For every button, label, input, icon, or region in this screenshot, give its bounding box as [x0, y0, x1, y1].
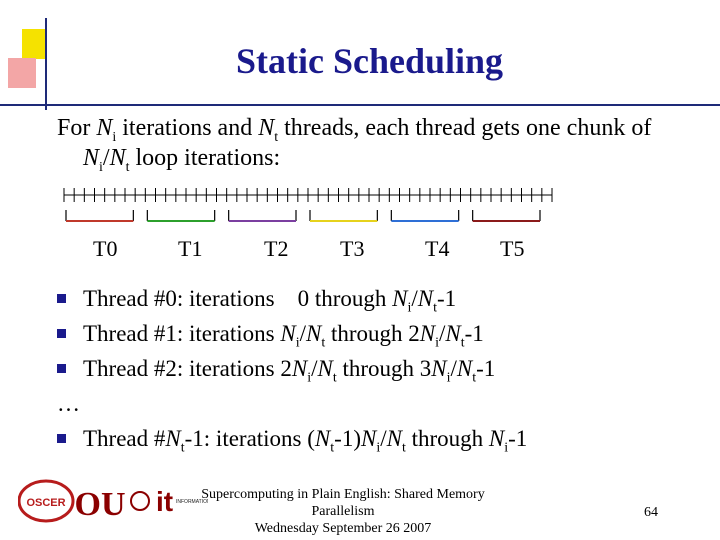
- ou-logo: [75, 486, 126, 523]
- bullet-square-icon: [57, 364, 66, 373]
- list-item: Thread #2: iterations $2N_i/N_t$ through $3N_i/N_t-1$: [57, 351, 80, 386]
- thread-label: T4: [425, 236, 450, 261]
- svg-text:INFORMATION TECHNOLOGY: INFORMATION: [176, 499, 208, 505]
- bullet-square-icon: [57, 434, 66, 443]
- svg-text:OU: OU: [74, 486, 126, 523]
- corner-decoration: [0, 0, 80, 110]
- ellipsis-line: …: [57, 391, 80, 416]
- vertical-rule: [45, 18, 47, 110]
- red-square: [8, 58, 36, 88]
- list-item: Thread #1: iterations $N_i/N_t$ through $2N_i/N_t-1$: [57, 316, 80, 351]
- page-number: 64: [644, 505, 658, 520]
- slide-title: Static Scheduling: [236, 41, 504, 81]
- footer: [170, 486, 516, 537]
- bullet-square-icon: [57, 329, 66, 338]
- intro-text: For $N_i$ iterations and $N_t$ threads, each thread gets one chunk of $N_i/N_t$ loop iterations:: [57, 115, 652, 175]
- thread-label: T5: [500, 236, 525, 261]
- oscer-logo: [19, 481, 73, 521]
- title-underline: [0, 104, 720, 106]
- thread-label: T1: [178, 236, 203, 261]
- list-item: Thread $\#N_t-1$: iterations $(N_t-1)N_i/N_t$ through $N_i-1$: [57, 421, 80, 456]
- thread-label: T2: [264, 236, 289, 261]
- bullet-list: [57, 281, 528, 456]
- iteration-diagram: [0, 186, 720, 236]
- thread-label: T3: [340, 236, 365, 261]
- footer-line2: Wednesday September 26 2007: [254, 521, 432, 536]
- footer-line1: Supercomputing in Plain English: Shared Memory Parallelism: [201, 487, 485, 519]
- bullet-square-icon: [57, 294, 66, 303]
- thread-label: T0: [93, 236, 118, 261]
- yellow-square: [22, 29, 46, 59]
- svg-text:OSCER: OSCER: [26, 497, 66, 509]
- svg-text:it: it: [156, 486, 174, 517]
- list-item: Thread #0: iterations 0 through $N_i/N_t-1$: [57, 281, 80, 316]
